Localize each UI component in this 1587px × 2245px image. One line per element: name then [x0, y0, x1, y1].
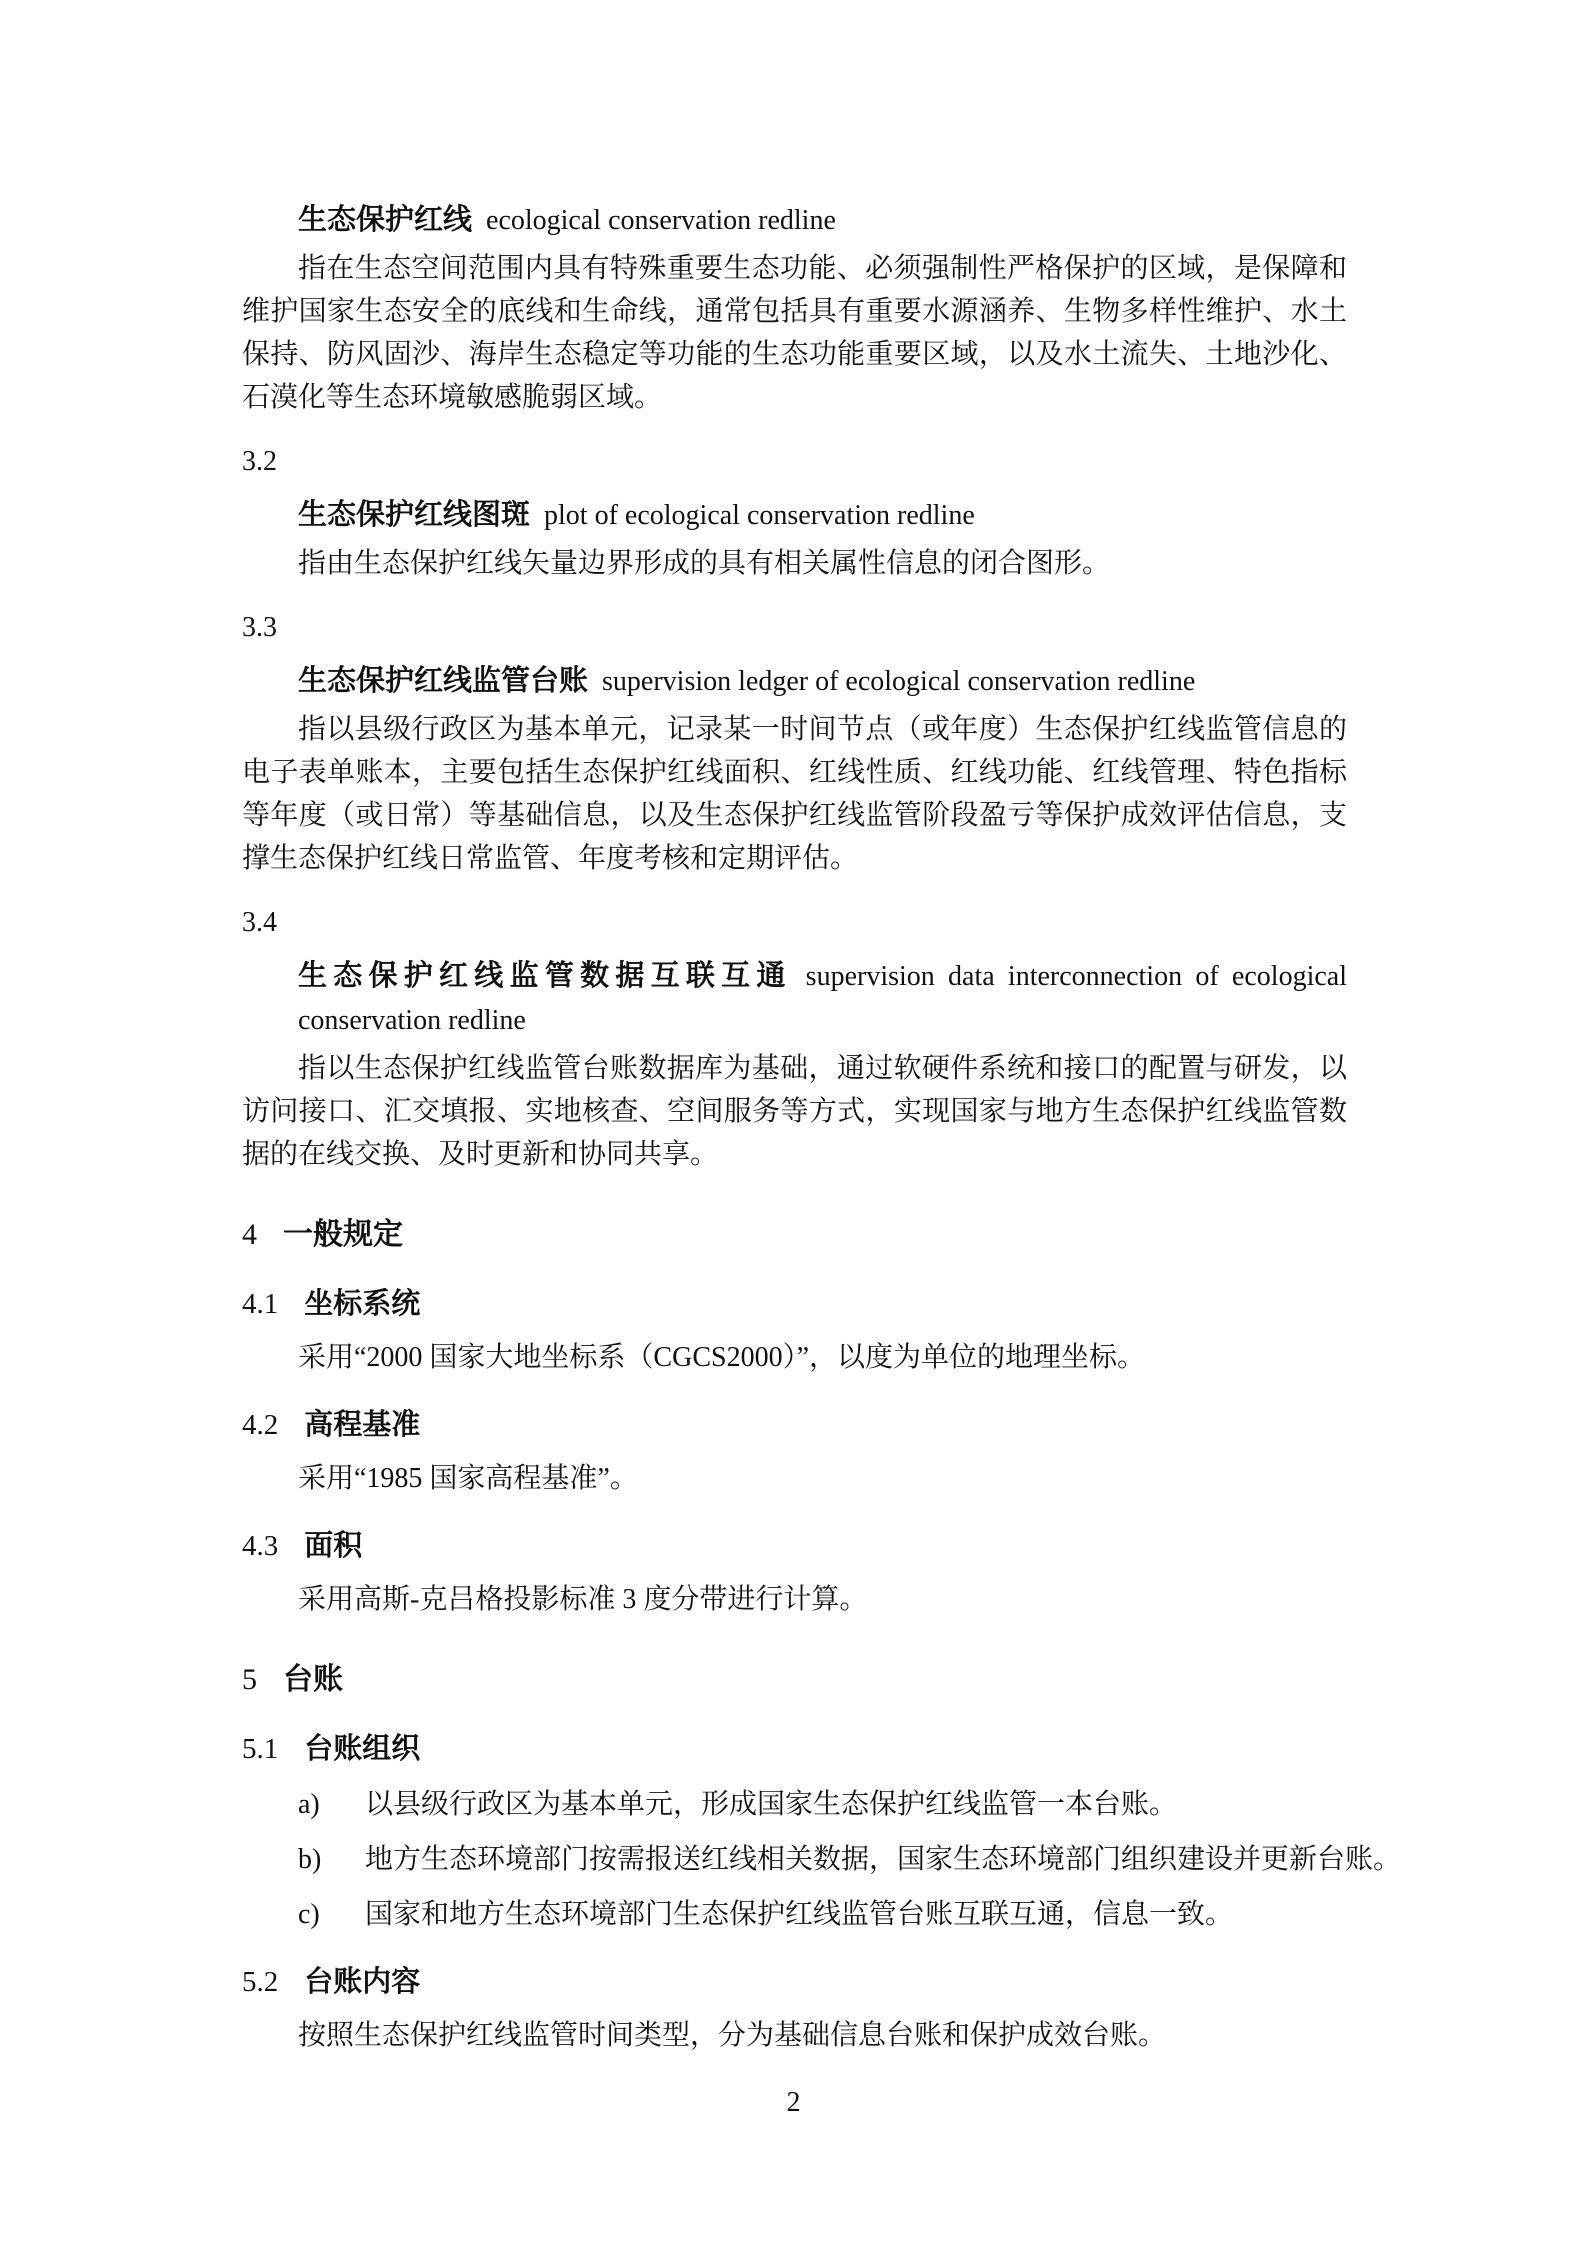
subsection-body: 采用高斯-克吕格投影标准 3 度分带进行计算。	[298, 1584, 868, 1615]
term-name-zh: 生态保护红线监管台账	[298, 665, 589, 697]
term-name-en: supervision ledger of ecological conservation redline	[602, 666, 1196, 697]
term-name-en: ecological conservation redline	[486, 205, 836, 236]
subsection-number: 4.2	[242, 1409, 279, 1441]
chapter-heading-4	[242, 1212, 1347, 1258]
subsection-heading-4-2	[242, 1403, 1347, 1447]
subsection-title: 台账内容	[304, 1966, 421, 1998]
term-block-ledger	[242, 659, 1347, 880]
term-name-en: plot of ecological conservation redline	[544, 500, 975, 531]
chapter-heading-5	[242, 1657, 1347, 1703]
term-heading	[298, 954, 1347, 1043]
subsection-heading-4-1	[242, 1282, 1347, 1326]
subsection-body: 按照生态保护红线监管时间类型，分为基础信息台账和保护成效台账。	[298, 2020, 1167, 2051]
list-item-c	[298, 1893, 1347, 1936]
list-marker: c)	[298, 1899, 320, 1930]
term-block-interconnection	[242, 954, 1347, 1176]
term-heading	[298, 659, 1347, 704]
list-text: 地方生态环境部门按需报送红线相关数据，国家生态环境部门组织建设并更新台账。	[365, 1844, 1402, 1875]
chapter-number: 5	[242, 1663, 257, 1696]
subsection-number: 4.1	[242, 1288, 279, 1320]
subsection-number: 5.2	[242, 1966, 279, 1998]
chapter-number: 4	[242, 1218, 257, 1251]
clause-number-3-3: 3.3	[242, 612, 277, 643]
subsection-title: 高程基准	[304, 1409, 421, 1441]
subsection-title: 台账组织	[304, 1733, 421, 1765]
list-marker: a)	[298, 1789, 320, 1820]
subsection-body: 采用“1985 国家高程基准”。	[298, 1463, 638, 1494]
term-definition: 指在生态空间范围内具有特殊重要生态功能、必须强制性严格保护的区域，是保障和维护国家生态安全的底线和生命线，通常包括具有重要水源涵养、生物多样性维护、水土保持、防风固沙、海岸生态稳定等功能的生态功能重要区域，以及水土流失、土地沙化、石漠化等生态环境敏感脆弱区域。	[242, 253, 1347, 413]
subsection-number: 5.1	[242, 1733, 279, 1765]
chapter-title: 台账	[283, 1663, 343, 1696]
subsection-body: 采用“2000 国家大地坐标系（CGCS2000）”，以度为单位的地理坐标。	[298, 1342, 1146, 1373]
term-name-en: supervision data interconnection of ecological conservation redline	[298, 961, 1347, 1036]
subsection-title: 面积	[304, 1530, 363, 1562]
clause-number-3-2: 3.2	[242, 446, 277, 477]
subsection-heading-5-1	[242, 1727, 1347, 1771]
list-item-b	[298, 1838, 1402, 1881]
term-block-redline	[242, 198, 1347, 419]
term-definition: 指以县级行政区为基本单元，记录某一时间节点（或年度）生态保护红线监管信息的电子表单账本，主要包括生态保护红线面积、红线性质、红线功能、红线管理、特色指标等年度（或日常）等基础信息，以及生态保护红线监管阶段盈亏等保护成效评估信息，支撑生态保护红线日常监管、年度考核和定期评估。	[242, 714, 1347, 874]
subsection-heading-4-3	[242, 1524, 1347, 1568]
term-heading	[298, 493, 1347, 538]
subsection-heading-5-2	[242, 1960, 1347, 2004]
term-heading	[298, 198, 1347, 243]
term-definition: 指由生态保护红线矢量边界形成的具有相关属性信息的闭合图形。	[298, 548, 1111, 579]
subsection-number: 4.3	[242, 1530, 279, 1562]
chapter-title: 一般规定	[283, 1218, 403, 1251]
term-name-zh: 生态保护红线监管数据互联互通	[298, 960, 792, 992]
term-block-plot	[242, 493, 1347, 585]
list-item-a	[298, 1783, 1347, 1826]
list-marker: b)	[298, 1844, 322, 1875]
page-number: 2	[786, 2087, 801, 2118]
term-definition: 指以生态保护红线监管台账数据库为基础，通过软硬件系统和接口的配置与研发，以访问接口、汇交填报、实地核查、空间服务等方式，实现国家与地方生态保护红线监管数据的在线交换、及时更新和协同共享。	[242, 1053, 1347, 1170]
subsection-title: 坐标系统	[304, 1288, 421, 1320]
term-name-zh: 生态保护红线	[298, 204, 473, 236]
clause-number-3-4: 3.4	[242, 907, 277, 938]
term-name-zh: 生态保护红线图斑	[298, 499, 531, 531]
list-text: 国家和地方生态环境部门生态保护红线监管台账互联互通，信息一致。	[365, 1899, 1234, 1930]
list-text: 以县级行政区为基本单元，形成国家生态保护红线监管一本台账。	[365, 1789, 1178, 1820]
